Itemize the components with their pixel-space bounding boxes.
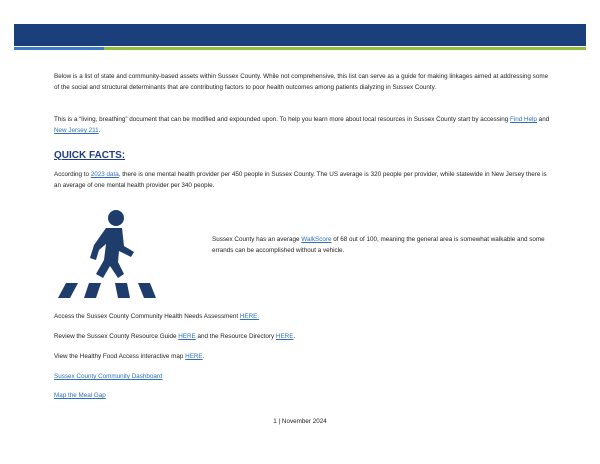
resource-guide-line <box>54 332 295 341</box>
pedestrian-head <box>108 210 124 226</box>
resource-guide-here-link[interactable]: HERE <box>178 333 196 340</box>
crosswalk-stripe-1 <box>58 283 78 298</box>
living-document-paragraph <box>54 114 554 136</box>
walkscore-intro-text: Sussex County has an average <box>212 236 302 243</box>
crosswalk-stripe-3 <box>115 283 130 298</box>
according-to-text: According to <box>54 171 91 178</box>
map-the-meal-gap-link[interactable]: Map the Meal Gap <box>54 392 106 399</box>
pedestrian-crossing-icon <box>56 208 160 300</box>
community-dashboard-link[interactable]: Sussex County Community Dashboard <box>54 373 163 380</box>
walkscore-link[interactable]: WalkScore <box>301 236 332 243</box>
pedestrian-body <box>90 228 134 278</box>
chna-line <box>54 312 259 321</box>
food-access-here-link[interactable]: HERE <box>185 353 203 360</box>
quick-facts-heading: QUICK FACTS: <box>54 150 126 161</box>
walkscore-paragraph <box>212 234 552 256</box>
meal-gap-line <box>54 391 106 400</box>
food-access-period: . <box>202 353 205 360</box>
crosswalk-stripe-4 <box>138 283 156 298</box>
mental-health-text: , there is one mental health provider per 450 people in Sussex County. The US average is 320 people per provider, while statewide in New Jersey there is an average of one mental health provider per 340 people. <box>54 171 547 189</box>
chna-text: Access the Sussex County Community Health Needs Assessment <box>54 313 240 320</box>
2023-data-link[interactable]: 2023 data <box>90 171 119 178</box>
intro-paragraph: Below is a list of state and community-based assets within Sussex County. While not comprehensive, this list can serve as a guide for making linkages aimed at addressing some of the social and structural determinants that are contributing factors to poor health outcomes among patients dialyzing in Sussex County. <box>54 73 549 91</box>
crosswalk-stripe-2 <box>84 283 101 298</box>
period-text: . <box>98 127 101 134</box>
resource-directory-here-link[interactable]: HERE <box>275 333 294 340</box>
food-access-line <box>54 352 204 361</box>
resource-guide-text: Review the Sussex County Resource Guide <box>54 333 179 340</box>
accent-line-green <box>104 47 586 50</box>
find-help-link[interactable]: Find Help <box>509 116 537 123</box>
dashboard-line <box>54 372 163 381</box>
and-text: and <box>536 116 550 123</box>
walkscore-detail-text: of 68 out of 100, meaning the general area is somewhat walkable and some errands can be accomplished without a vehicle. <box>212 236 545 254</box>
resource-guide-period: . <box>293 333 296 340</box>
living-document-text: This is a “living, breathing” document that can be modified and expounded upon. To help you learn more about local resources in Sussex County start by accessing <box>54 116 510 123</box>
chna-here-link[interactable]: HERE. <box>239 313 260 320</box>
resource-directory-text: and the Resource Directory <box>195 333 276 340</box>
accent-line-blue <box>14 47 104 50</box>
page-title: Sussex County Community Assets Profile <box>46 5 266 17</box>
page-footer: 1 | November 2024 <box>273 418 327 425</box>
mental-health-paragraph <box>54 169 554 191</box>
new-jersey-211-link[interactable]: New Jersey 211 <box>54 127 99 134</box>
food-access-text: View the Healthy Food Access interactive map <box>54 353 186 360</box>
header-bar <box>14 24 586 46</box>
